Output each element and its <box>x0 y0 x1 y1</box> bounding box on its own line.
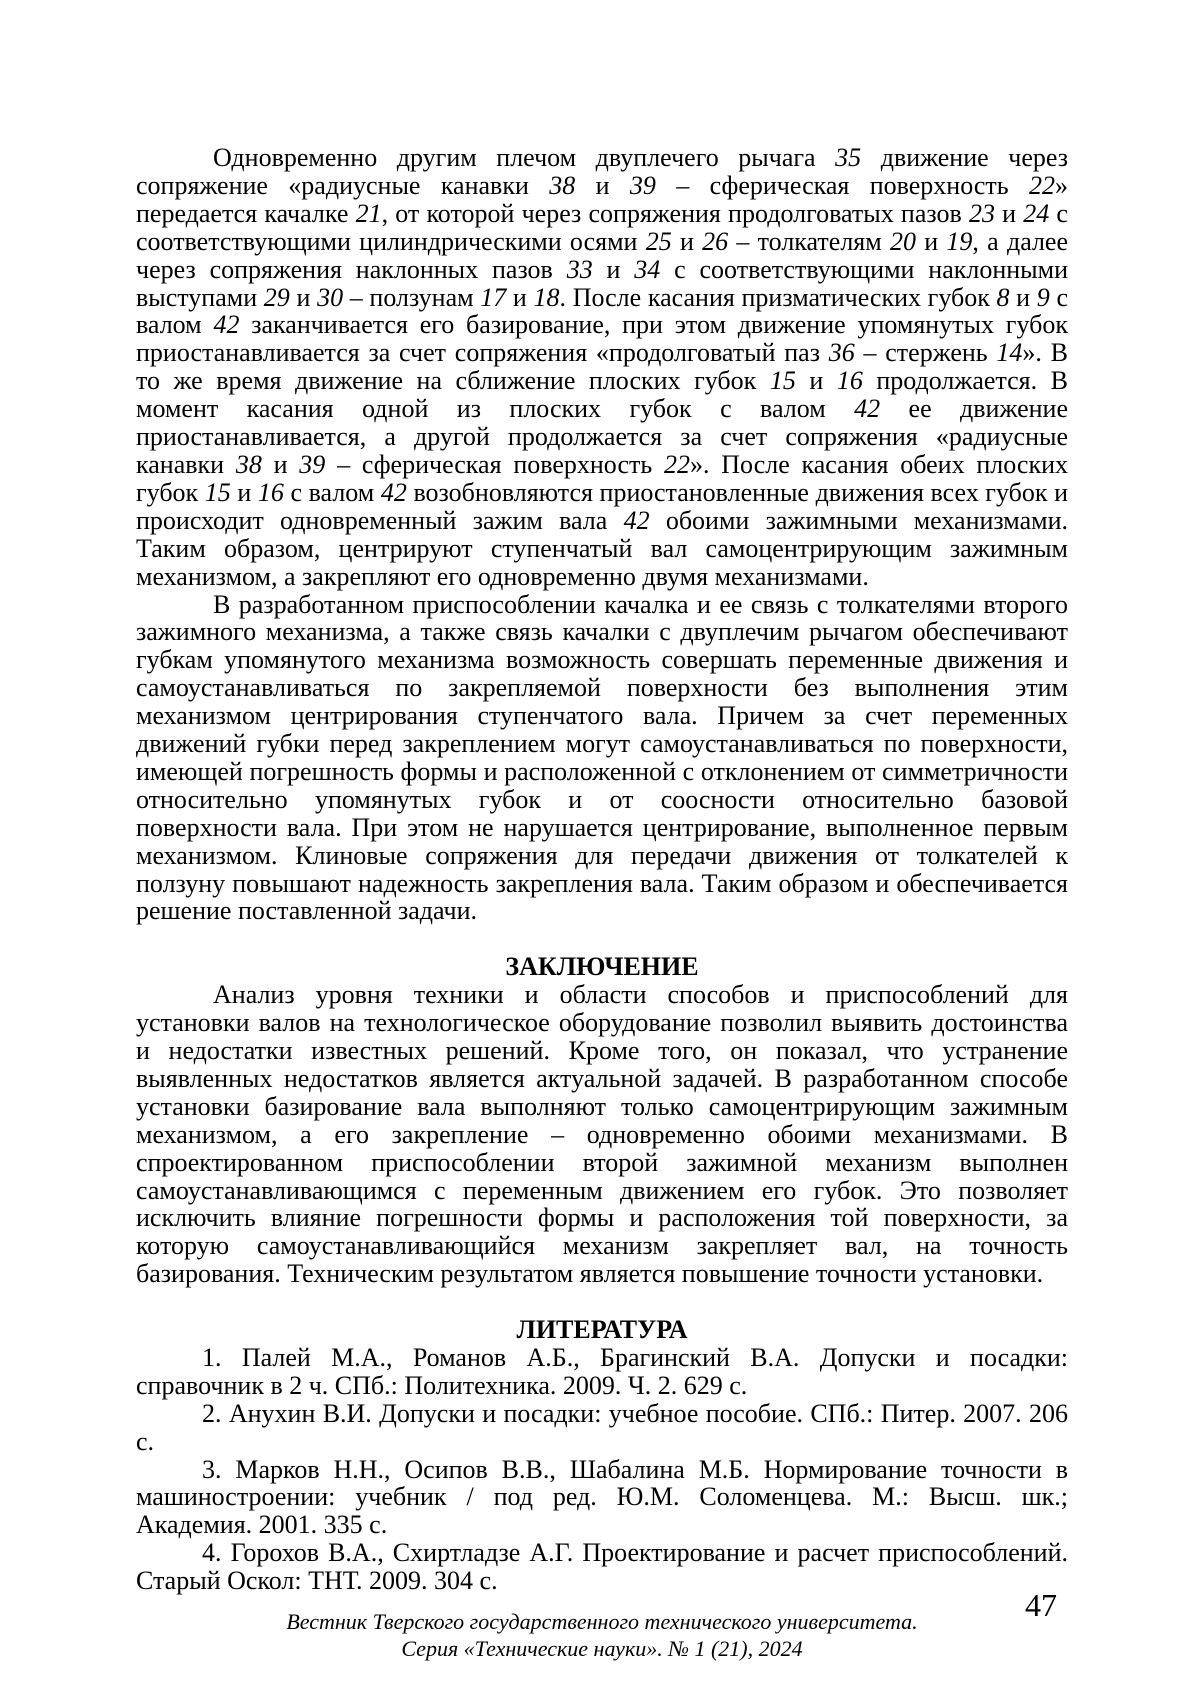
heading-conclusion: ЗАКЛЮЧЕНИЕ <box>505 952 699 982</box>
page-content <box>136 144 1068 1662</box>
reference-item: 2. Анухин В.И. Допуски и посадки: учебное пособие. СПб.: Питер. 2007. 206 с. <box>136 1398 1068 1456</box>
heading-literature: ЛИТЕРАТУРА <box>516 1315 688 1345</box>
reference-item: 1. Палей М.А., Романов А.Б., Брагинский В.А. Допуски и посадки: справочник в 2 ч. СПб.: Политехника. 2009. Ч. 2. 629 с. <box>136 1342 1068 1400</box>
reference-item: 4. Горохов В.А., Схиртладзе А.Г. Проектирование и расчет приспособлений. Старый Оскол: ТНТ. 2009. 304 с. <box>136 1538 1068 1596</box>
journal-footer <box>136 1608 1068 1662</box>
footer-line-2: Серия «Технические науки». № 1 (21), 2024 <box>401 1636 803 1662</box>
footer-line-1: Вестник Тверского государственного технического университета. <box>286 1609 918 1635</box>
body-paragraph: Одновременно другим плечом двуплечего рычага 35 движение через сопряжение «радиусные канавки 38 и 39 – сферическая поверхность 22» передается качалке 21, от которой через сопряжения продолговатых пазов 23 и 24 с соответствующими цилиндрическими осями 25 и 26 – толкателям 20 и 19, а далее через сопряжения наклонных пазов 33 и 34 с соответствующими наклонными выступами 29 и 30 – ползунам 17 и 18. После касания призматических губок 8 и 9 с валом 42 заканчивается его базирование, при этом движение упомянутых губок приостанавливается за счет сопряжения «продолговатый паз 36 – стержень 14». В то же время движение на сближение плоских губок 15 и 16 продолжается. В момент касания одной из плоских губок с валом 42 ее движение приостанавливается, а другой продолжается за счет сопряжения «радиусные канавки 38 и 39 – сферическая поверхность 22». После касания обеих плоских губок 15 и 16 с валом 42 возобновляются приостановленные движения всех губок и происходит одновременный зажим вала 42 обоими зажимными механизмами. Таким образом, центрируют ступенчатый вал самоцентрирующим зажимным механизмом, а закрепляют его одновременно двумя механизмами. <box>136 143 1069 591</box>
body-paragraph: В разработанном приспособлении качалка и ее связь с толкателями второго зажимного механизма, а также связь качалки с двуплечим рычагом обеспечивают губкам упомянутого механизма возможность совершать переменные движения и самоустанавливаться по закрепляемой поверхности без выполнения этим механизмом центрирования ступенчатого вала. Причем за счет переменных движений губки перед закреплением могут самоустанавливаться по поверхности, имеющей погрешность формы и расположенной с отклонением от симметричности относительно упомянутых губок и от соосности относительно базовой поверхности вала. При этом не нарушается центрирование, выполненное первым механизмом. Клиновые сопряжения для передачи движения от толкателей к ползуну повышают надежность закрепления вала. Таким образом и обеспечивается решение поставленной задачи. <box>136 589 1068 926</box>
page-number: 47 <box>1025 1587 1057 1623</box>
body-paragraph: Анализ уровня техники и области способов и приспособлений для установки валов на технологическое оборудование позволил выявить достоинства и недостатки известных решений. Кроме того, он показал, что устранение выявленных недостатков является актуальной задачей. В разработанном способе установки базирование вала выполняют только самоцентрирующим зажимным механизмом, а его закрепление – одновременно обоими механизмами. В спроектированном приспособлении второй зажимной механизм выполнен самоустанавливающимся с переменным движением его губок. Это позволяет исключить влияние погрешности формы и расположения той поверхности, за которую самоустанавливающийся механизм закрепляет вал, на точность базирования. Техническим результатом является повышение точности установки. <box>136 980 1068 1289</box>
reference-item: 3. Марков Н.Н., Осипов В.В., Шабалина М.Б. Нормирование точности в машиностроении: учебник / под ред. Ю.М. Соломенцева. М.: Высш. шк.; Академия. 2001. 335 с. <box>136 1454 1068 1540</box>
